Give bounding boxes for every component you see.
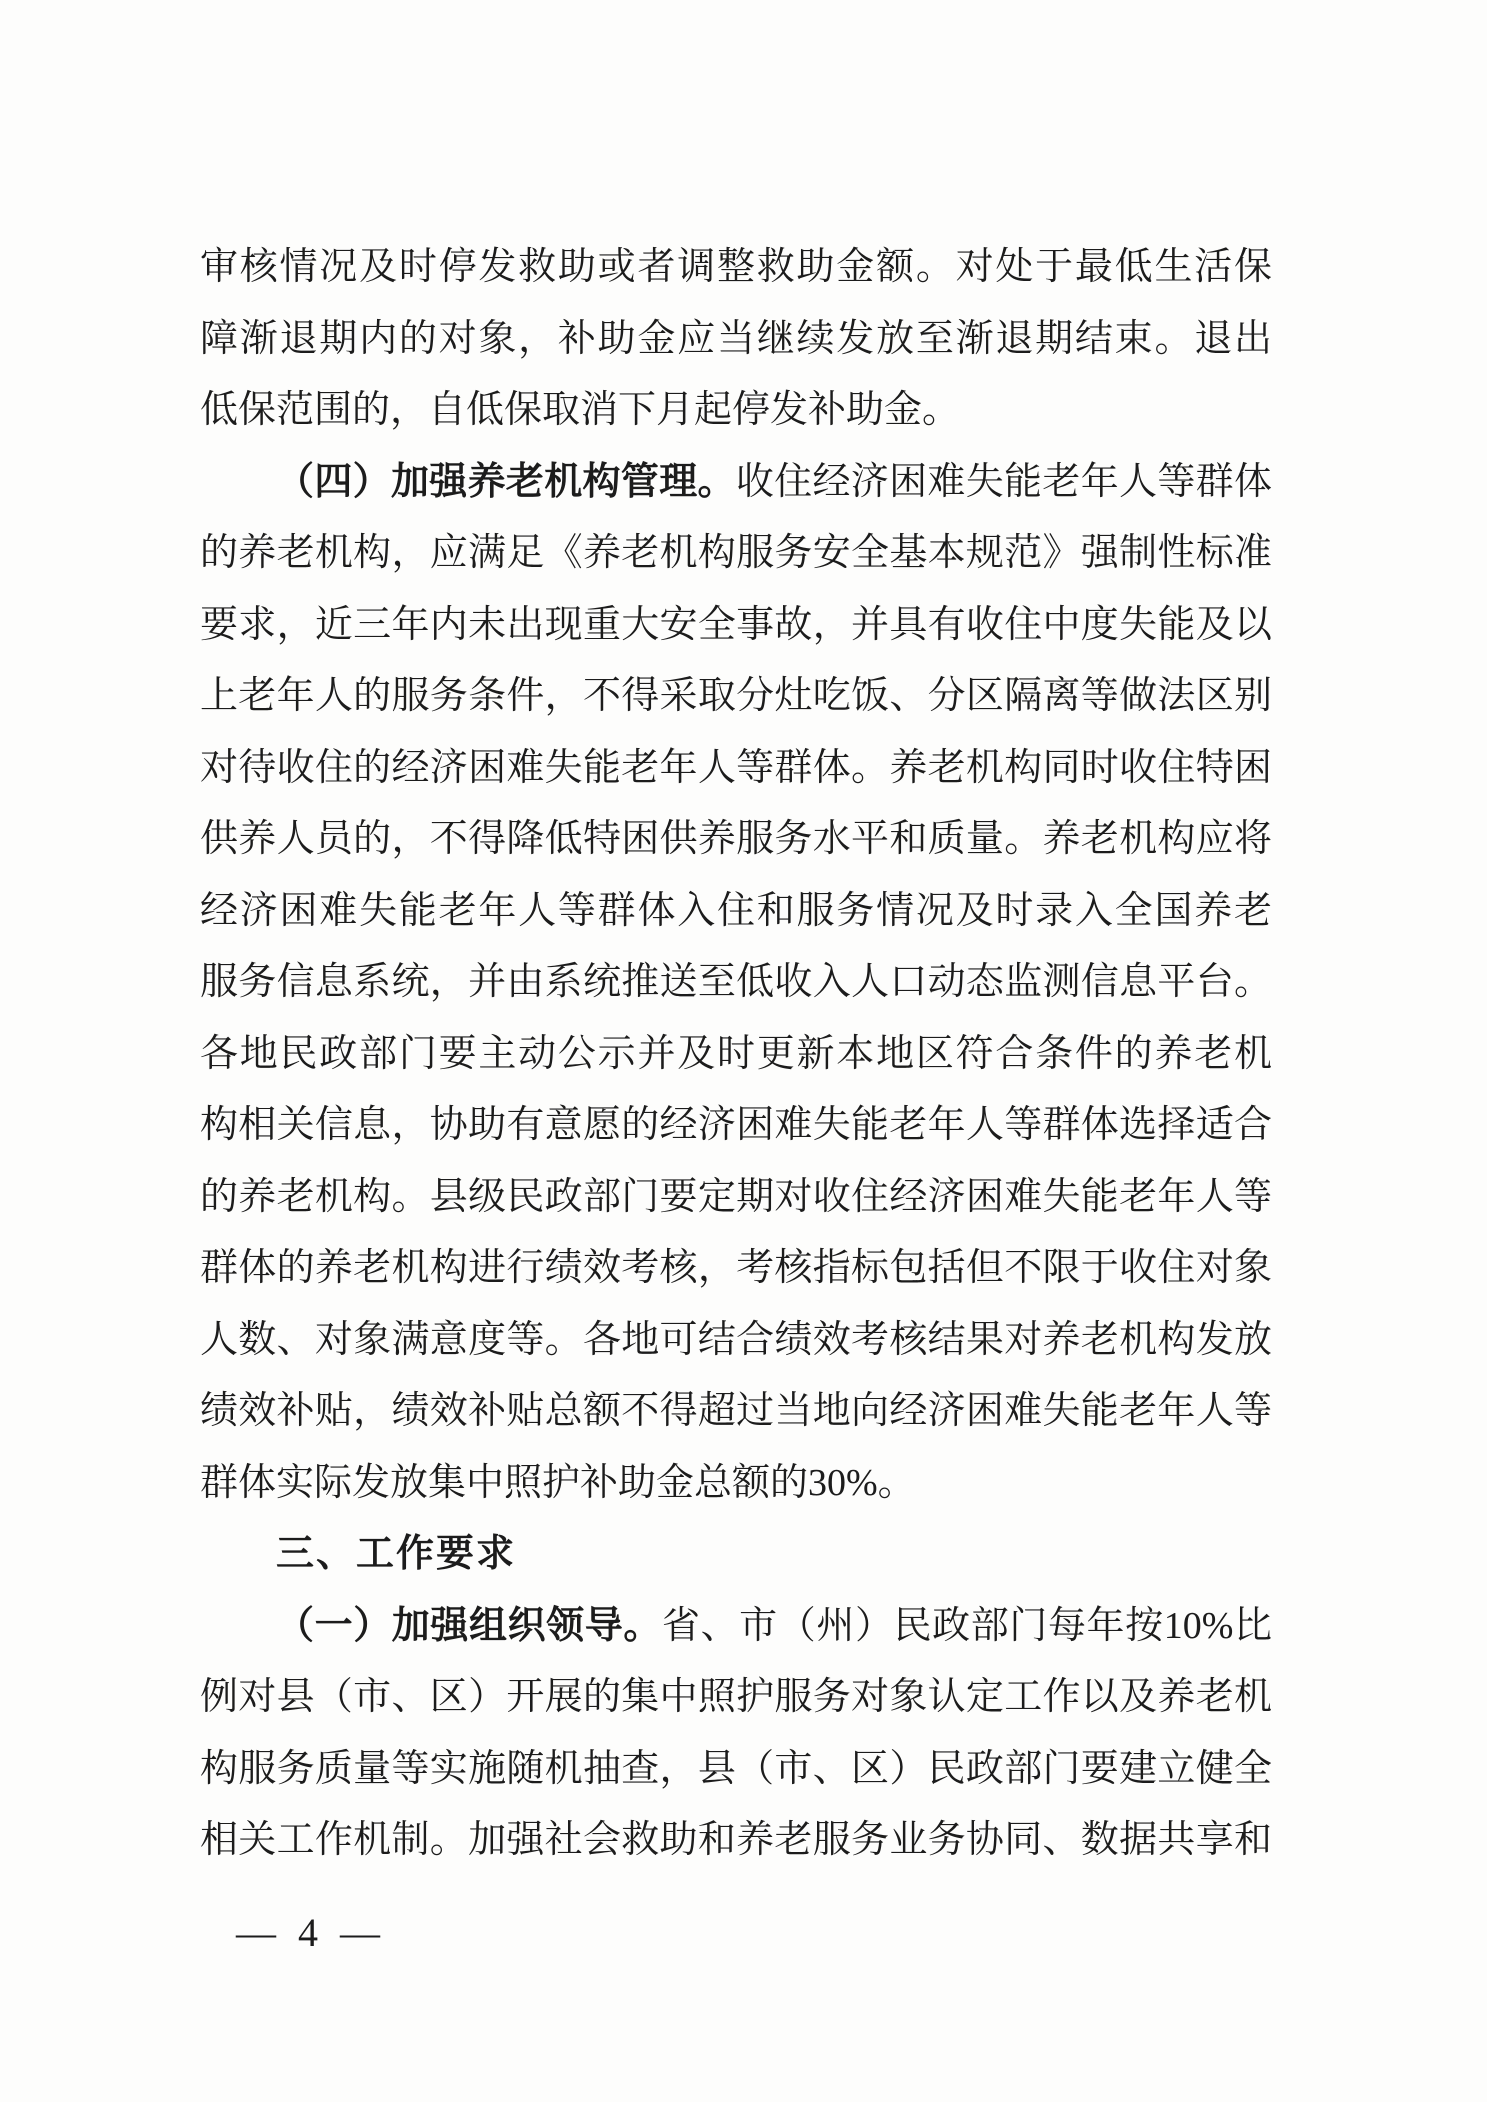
text-line: 各地民政部门要主动公示并及时更新本地区符合条件的养老机 bbox=[200, 1032, 1272, 1075]
subsection-title: （一）加强组织领导。 bbox=[276, 1604, 662, 1647]
section-heading: 三、工作要求 bbox=[276, 1533, 517, 1575]
paragraph-item-4 bbox=[200, 447, 1272, 1520]
text-run: 省、市（州）民政部门每年按10%比 bbox=[661, 1604, 1272, 1647]
text-line: 构相关信息，协助有意愿的经济困难失能老年人等群体选择适合 bbox=[200, 1104, 1272, 1146]
text-line: 例对县（市、区）开展的集中照护服务对象认定工作以及养老机 bbox=[200, 1676, 1272, 1718]
paragraph-item-1 bbox=[200, 1591, 1272, 1877]
text-line: 服务信息系统，并由系统推送至低收入人口动态监测信息平台。 bbox=[200, 961, 1272, 1003]
text-line: 要求，近三年内未出现重大安全事故，并具有收住中度失能及以 bbox=[200, 603, 1272, 646]
text-line: 低保范围的，自低保取消下月起停发补助金。 bbox=[200, 389, 961, 431]
text-line: 障渐退期内的对象，补助金应当继续发放至渐退期结束。退出 bbox=[200, 317, 1272, 360]
text-line: 审核情况及时停发救助或者调整救助金额。对处于最低生活保 bbox=[200, 246, 1272, 288]
text-line: 群体实际发放集中照护补助金总额的30%。 bbox=[200, 1461, 916, 1504]
subsection-title: （四）加强养老机构管理。 bbox=[276, 460, 736, 503]
text-run: 收住经济困难失能老年人等群体 bbox=[735, 460, 1272, 503]
text-line bbox=[200, 447, 1272, 519]
text-line: 群体的养老机构进行绩效考核，考核指标包括但不限于收住对象 bbox=[200, 1247, 1272, 1289]
text-line: 对待收住的经济困难失能老年人等群体。养老机构同时收住特困 bbox=[200, 746, 1272, 789]
text-line: 供养人员的，不得降低特困供养服务水平和质量。养老机构应将 bbox=[200, 818, 1272, 860]
text-line: 的养老机构，应满足《养老机构服务安全基本规范》强制性标准 bbox=[200, 532, 1272, 574]
text-line: 的养老机构。县级民政部门要定期对收住经济困难失能老年人等 bbox=[200, 1175, 1272, 1218]
text-line: 经济困难失能老年人等群体入住和服务情况及时录入全国养老 bbox=[200, 889, 1272, 932]
page-number: — 4 — bbox=[236, 1910, 386, 1955]
text-line bbox=[200, 1591, 1272, 1663]
paragraph-continuation bbox=[200, 232, 1272, 447]
text-line: 绩效补贴，绩效补贴总额不得超过当地向经济困难失能老年人等 bbox=[200, 1390, 1272, 1432]
document-body bbox=[200, 232, 1272, 1877]
text-line: 构服务质量等实施随机抽查，县（市、区）民政部门要建立健全 bbox=[200, 1747, 1272, 1790]
text-line: 人数、对象满意度等。各地可结合绩效考核结果对养老机构发放 bbox=[200, 1318, 1272, 1361]
text-line: 上老年人的服务条件，不得采取分灶吃饭、分区隔离等做法区别 bbox=[200, 675, 1272, 717]
text-line: 相关工作机制。加强社会救助和养老服务业务协同、数据共享和 bbox=[200, 1819, 1272, 1861]
